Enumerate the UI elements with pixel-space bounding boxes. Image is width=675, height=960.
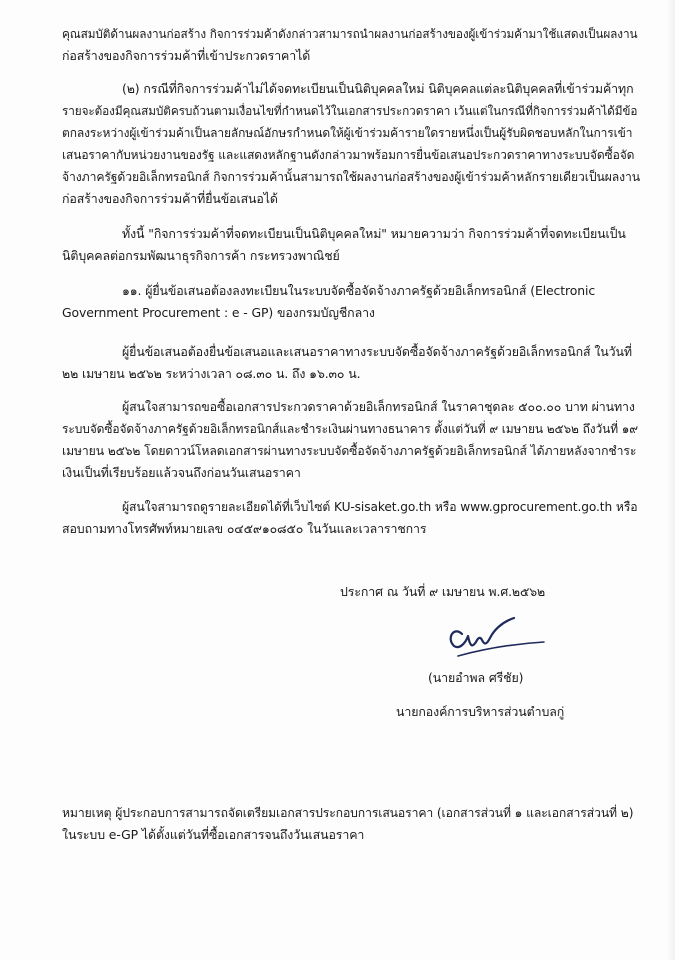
- paragraph-line: สอบถามทางโทรศัพท์หมายเลข ๐๔๕๙๑๐๘๕๐ ในวันและเวลาราชการ: [62, 521, 427, 536]
- signer-title: นายกองค์การบริหารส่วนตำบลกู่: [396, 704, 565, 719]
- note-line: หมายเหตุ ผู้ประกอบการสามารถจัดเตรียมเอกสารประกอบการเสนอราคา (เอกสารส่วนที่ ๑ และเอกสารส่วนที่ ๒): [62, 806, 634, 820]
- announce-date: ประกาศ ณ วันที่ ๙ เมษายน พ.ศ.๒๕๖๒: [340, 584, 546, 599]
- note-line: ในระบบ e-GP ได้ตั้งแต่วันที่ซื้อเอกสารจนถึงวันเสนอราคา: [62, 827, 365, 842]
- paragraph-line: ๒๒ เมษายน ๒๕๖๒ ระหว่างเวลา ๐๘.๓๐ น. ถึง ๑๖.๓๐ น.: [62, 366, 361, 381]
- paragraph-line: เมษายน ๒๕๖๒ โดยดาวน์โหลดเอกสารผ่านทางระบบจัดซื้อจัดจ้างภาครัฐด้วยอิเล็กทรอนิกส์ ได้ภายหลังจากชำระ: [62, 444, 637, 458]
- paragraph-line: ก่อสร้างของกิจการร่วมค้าที่ยื่นข้อเสนอได้: [62, 191, 278, 206]
- paragraph-line: ๑๑. ผู้ยื่นข้อเสนอต้องลงทะเบียนในระบบจัดซื้อจัดจ้างภาครัฐด้วยอิเล็กทรอนิกส์ (Electronic: [122, 283, 596, 298]
- paragraph-line: ระบบจัดซื้อจัดจ้างภาครัฐด้วยอิเล็กทรอนิกส์และชำระเงินผ่านทางธนาคาร ตั้งแต่วันที่ ๙ เมษายน ๒๕๖๒ ถึงวันที่ ๑๙: [62, 422, 638, 436]
- paragraph-line: ผู้สนใจสามารถขอซื้อเอกสารประกวดราคาด้วยอิเล็กทรอนิกส์ ในราคาชุดละ ๕๐๐.๐๐ บาท ผ่านทาง: [122, 399, 635, 414]
- paragraph-line: ตกลงระหว่างผู้เข้าร่วมค้าเป็นลายลักษณ์อักษรกำหนดให้ผู้เข้าร่วมค้ารายใดรายหนึ่งเป็นผู้รับผิดชอบหลักในการเข้า: [62, 126, 633, 140]
- paragraph-line: ผู้ยื่นข้อเสนอต้องยื่นข้อเสนอและเสนอราคาทางระบบจัดซื้อจัดจ้างภาครัฐด้วยอิเล็กทรอนิกส์ ในวันที่: [122, 344, 632, 359]
- paragraph-line: จ้างภาครัฐด้วยอิเล็กทรอนิกส์ กิจการร่วมค้านั้นสามารถใช้ผลงานก่อสร้างของผู้เข้าร่วมค้าหลักรายเดียวเป็นผลงาน: [62, 170, 640, 184]
- signature-icon: [440, 612, 560, 662]
- paragraph-line: คุณสมบัติด้านผลงานก่อสร้าง กิจการร่วมค้าดังกล่าวสามารถนำผลงานก่อสร้างของผู้เข้าร่วมค้ามาใช้แสดงเป็นผลงาน: [62, 27, 638, 41]
- signature: [440, 612, 560, 662]
- page-edge: [667, 0, 675, 960]
- paragraph-line: ผู้สนใจสามารถดูรายละเอียดได้ที่เว็บไซต์ KU-sisaket.go.th หรือ www.gprocurement.go.th หรือ: [122, 500, 638, 514]
- paragraph-line: Government Procurement : e - GP) ของกรมบัญชีกลาง: [62, 305, 375, 320]
- paragraph-line: ก่อสร้างของกิจการร่วมค้าที่เข้าประกวดราคาได้: [62, 48, 311, 63]
- paragraph-line: เสนอราคากับหน่วยงานของรัฐ และแสดงหลักฐานดังกล่าวมาพร้อมการยื่นข้อเสนอประกวดราคาทางระบบจัดซื้อจัด: [62, 148, 635, 162]
- signer-name: (นายอำพล ศรีชัย): [428, 670, 524, 685]
- paragraph-line: เงินเป็นที่เรียบร้อยแล้วจนถึงก่อนวันเสนอราคา: [62, 465, 301, 480]
- paragraph-line: รายจะต้องมีคุณสมบัติครบถ้วนตามเงื่อนไขที่กำหนดไว้ในเอกสารประกวดราคา เว้นแต่ในกรณีที่กิจการร่วมค้าได้มีข้อ: [62, 104, 638, 118]
- paragraph-line: (๒) กรณีที่กิจการร่วมค้าไม่ได้จดทะเบียนเป็นนิติบุคคลใหม่ นิติบุคคลแต่ละนิติบุคคลที่เข้าร่วมค้าทุก: [122, 81, 634, 96]
- paragraph-line: นิติบุคคลต่อกรมพัฒนาธุรกิจการค้า กระทรวงพาณิชย์: [62, 248, 340, 263]
- paragraph-line: ทั้งนี้ "กิจการร่วมค้าที่จดทะเบียนเป็นนิติบุคคลใหม่" หมายความว่า กิจการร่วมค้าที่จดทะเบียนเป็น: [122, 226, 626, 241]
